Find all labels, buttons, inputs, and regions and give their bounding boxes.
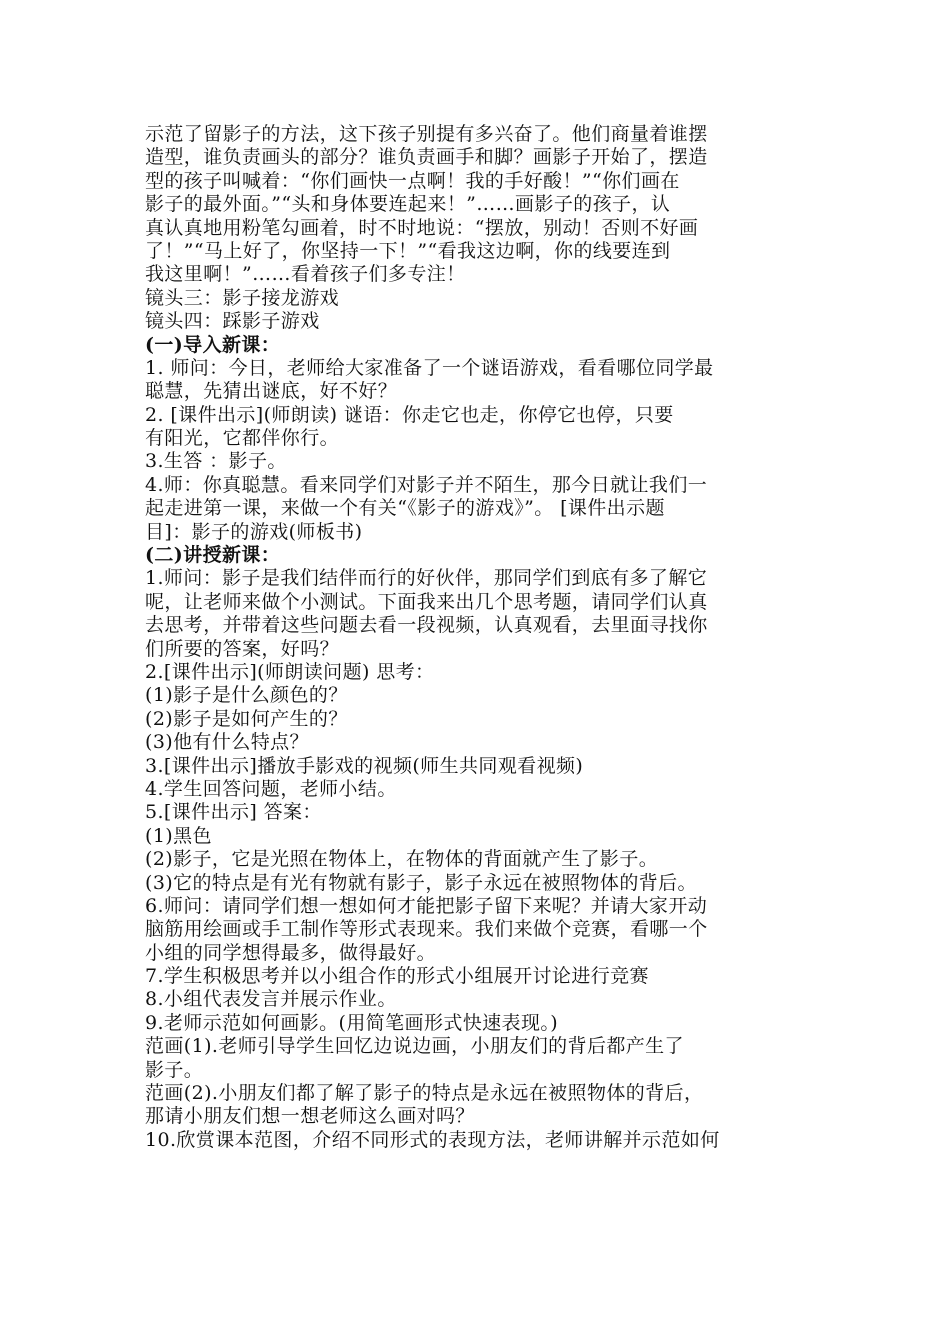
text-line: 5.[课件出示] 答案：: [145, 801, 322, 824]
text-line: 影子的最外面。”“头和身体要连起来！”……画影子的孩子，认: [145, 193, 671, 216]
text-line: 镜头三：影子接龙游戏: [145, 286, 340, 309]
text-line: 8.小组代表发言并展示作业。: [145, 988, 397, 1011]
text-line: (1)黑色: [145, 824, 212, 847]
text-line: 有阳光，它都伴你行。: [145, 427, 340, 450]
text-line: 4.学生回答问题，老师小结。: [145, 777, 397, 800]
text-line: 脑筋用绘画或手工制作等形式表现来。我们来做个竞赛，看哪一个: [145, 918, 708, 941]
text-line: 示范了留影子的方法，这下孩子别提有多兴奋了。他们商量着谁摆: [145, 123, 708, 145]
text-line: (2)影子，它是光照在物体上，在物体的背面就产生了影子。: [145, 848, 659, 871]
text-line: 范画(2).小朋友们都了解了影子的特点是永远在被照物体的背后，: [145, 1082, 704, 1105]
section-heading: (二)讲授新课：: [145, 544, 281, 567]
text-line: 我这里啊！”……看着孩子们多专注！: [145, 263, 466, 286]
section-heading: (一)导入新课：: [145, 333, 281, 356]
text-line: 2. [课件出示](师朗读) 谜语：你走它也走，你停它也停，只要: [145, 403, 674, 426]
text-line: 3.生答 ：影子。: [145, 450, 287, 473]
text-line: 7.学生积极思考并以小组合作的形式小组展开讨论进行竞赛: [145, 965, 649, 988]
text-line: 小组的同学想得最多，做得最好。: [145, 941, 437, 964]
text-line: 1.师问：影子是我们结伴而行的好伙伴，那同学们到底有多了解它: [145, 567, 708, 590]
text-line: 造型，谁负责画头的部分？谁负责画手和脚？画影子开始了，摆造: [145, 146, 708, 169]
text-line: 2.[课件出示](师朗读问题) 思考：: [145, 660, 435, 683]
text-line: 6.师问：请同学们想一想如何才能把影子留下来呢？并请大家开动: [145, 894, 708, 917]
text-line: 呢，让老师来做个小测试。下面我来出几个思考题，请同学们认真: [145, 590, 708, 613]
text-line: 了！”“马上好了，你坚持一下！”“看我这边啊，你的线要连到: [145, 239, 671, 262]
text-line: 起走进第一课，来做一个有关“《影子的游戏》”。 [课件出示题: [145, 497, 665, 520]
text-line: 镜头四：踩影子游戏: [145, 310, 320, 333]
text-line: 10.欣赏课本范图，介绍不同形式的表现方法，老师讲解并示范如何: [145, 1128, 720, 1151]
text-line: 们所要的答案，好吗？: [145, 637, 340, 660]
text-line: 聪慧，先猜出谜底，好不好？: [145, 380, 398, 403]
text-line: (3)它的特点是有光有物就有影子，影子永远在被照物体的背后。: [145, 871, 697, 894]
text-line: 1. 师问：今日，老师给大家准备了一个谜语游戏，看看哪位同学最: [145, 356, 714, 379]
text-line: 4.师：你真聪慧。看来同学们对影子并不陌生，那今日就让我们一: [145, 473, 708, 496]
text-line: 目]：影子的游戏(师板书): [145, 520, 363, 543]
text-line: 型的孩子叫喊着：“你们画快一点啊！我的手好酸！”“你们画在: [145, 169, 680, 192]
text-line: (1)影子是什么颜色的？: [145, 684, 348, 707]
text-line: 真认真地用粉笔勾画着，时不时地说：“摆放，别动！否则不好画: [145, 216, 699, 239]
text-line: (2)影子是如何产生的？: [145, 707, 348, 730]
text-line: 3.[课件出示]播放手影戏的视频(师生共同观看视频): [145, 754, 584, 777]
text-line: 影子。: [145, 1058, 204, 1081]
text-line: 范画(1).老师引导学生回忆边说边画，小朋友们的背后都产生了: [145, 1035, 684, 1058]
text-line: 去思考，并带着这些问题去看一段视频，认真观看，去里面寻找你: [145, 614, 708, 637]
document-page: [145, 123, 815, 1152]
text-line: 9.老师示范如何画影。(用简笔画形式快速表现。): [145, 1011, 559, 1034]
text-line: 那请小朋友们想一想老师这么画对吗？: [145, 1105, 475, 1128]
text-line: (3)他有什么特点？: [145, 731, 309, 754]
